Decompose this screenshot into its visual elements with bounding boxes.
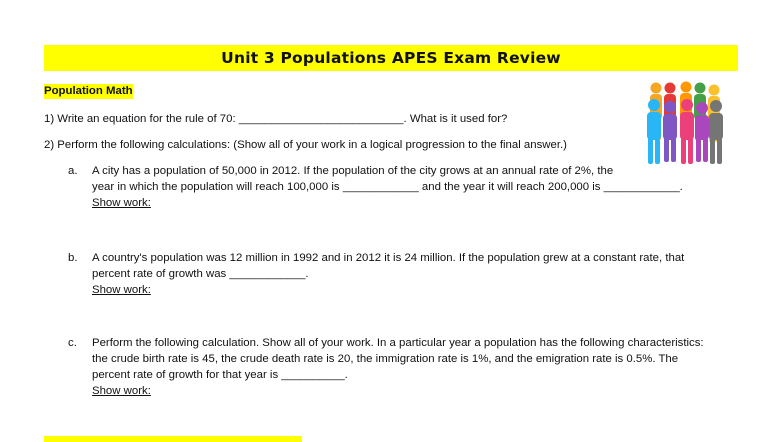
item-a-line-2: year in which the population will reach 100,000 is ____________ and the year it will reach 200,000 is ____________. — [92, 181, 683, 193]
item-b-marker: b. — [68, 252, 78, 264]
item-a-line-1: A city has a population of 50,000 in 2012. If the population of the city grows at an annual rate of 2%, the — [92, 165, 614, 177]
item-c-line-1: Perform the following calculation. Show all of your work. In a particular year a population has the following characteristics: — [92, 337, 704, 349]
item-a-marker: a. — [68, 165, 78, 177]
next-section-highlight — [44, 436, 302, 442]
people-group-icon — [644, 78, 726, 166]
item-a-show-work: Show work: — [92, 197, 151, 209]
item-b-line-1: A country's population was 12 million in 1992 and in 2012 it is 24 million. If the population grew at a constant rate, that — [92, 252, 685, 264]
item-c-line-2: the crude birth rate is 45, the crude death rate is 20, the immigration rate is 1%, and the emigration rate is 0.5%. The — [92, 353, 679, 365]
section-heading: Population Math — [44, 85, 133, 97]
title-banner — [44, 45, 738, 71]
document-title: Unit 3 Populations APES Exam Review — [221, 49, 561, 67]
item-c-marker: c. — [68, 337, 77, 349]
item-b-show-work: Show work: — [92, 284, 151, 296]
question-2: 2) Perform the following calculations: (Show all of your work in a logical progression to the final answer.) — [44, 139, 567, 151]
question-1: 1) Write an equation for the rule of 70: __________________________. What is it used for? — [44, 113, 508, 125]
item-c-show-work: Show work: — [92, 385, 151, 397]
item-b-line-2: percent rate of growth was ____________. — [92, 268, 309, 280]
item-c-line-3: percent rate of growth for that year is __________. — [92, 369, 348, 381]
